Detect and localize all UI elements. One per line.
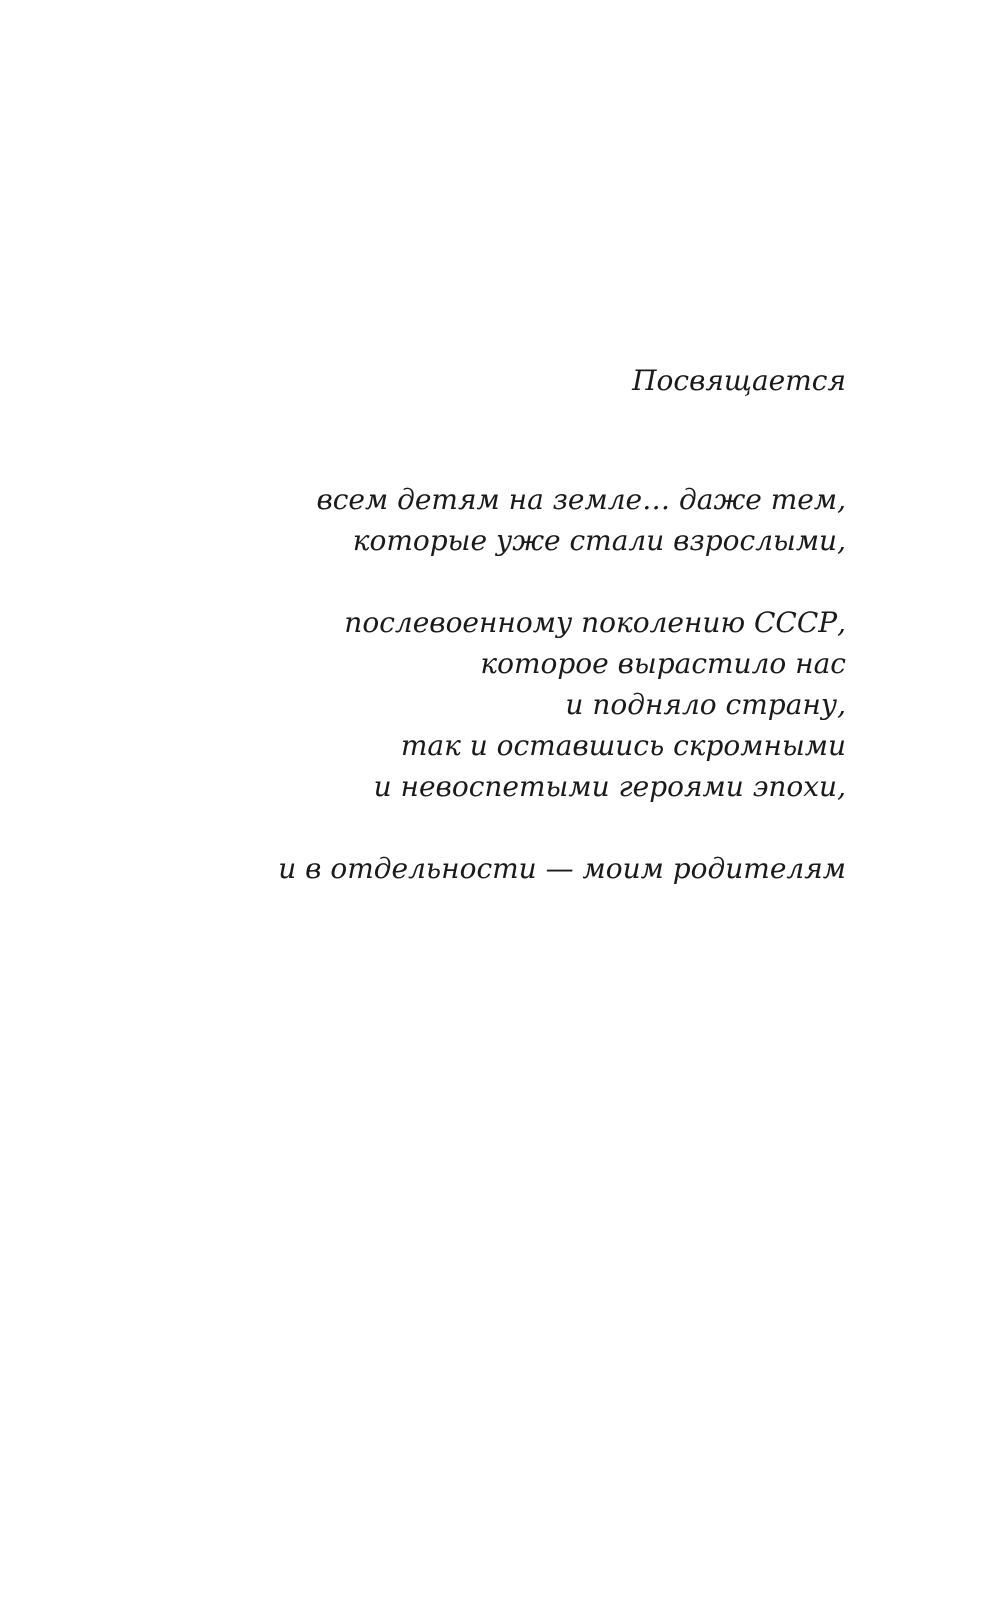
stanza-postwar-generation bbox=[226, 602, 846, 807]
dedication-line: и в отдельности — моим родителям bbox=[278, 852, 846, 885]
dedication-line: и подняло страну, bbox=[565, 688, 846, 721]
dedication-line: которые уже стали взрослыми, bbox=[352, 524, 846, 557]
dedication-line: послевоенному поколению СССР, bbox=[344, 606, 846, 639]
dedication-block bbox=[226, 360, 846, 930]
dedication-heading: Посвящается bbox=[632, 364, 846, 397]
stanza-parents bbox=[226, 848, 846, 889]
dedication-line: так и оставшись скромными bbox=[400, 729, 846, 762]
stanza-children bbox=[226, 479, 846, 561]
dedication-line: и невоспетыми героями эпохи, bbox=[373, 770, 846, 803]
dedication-line: всем детям на земле… даже тем, bbox=[316, 483, 846, 516]
dedication-line: которое вырастило нас bbox=[480, 647, 846, 680]
